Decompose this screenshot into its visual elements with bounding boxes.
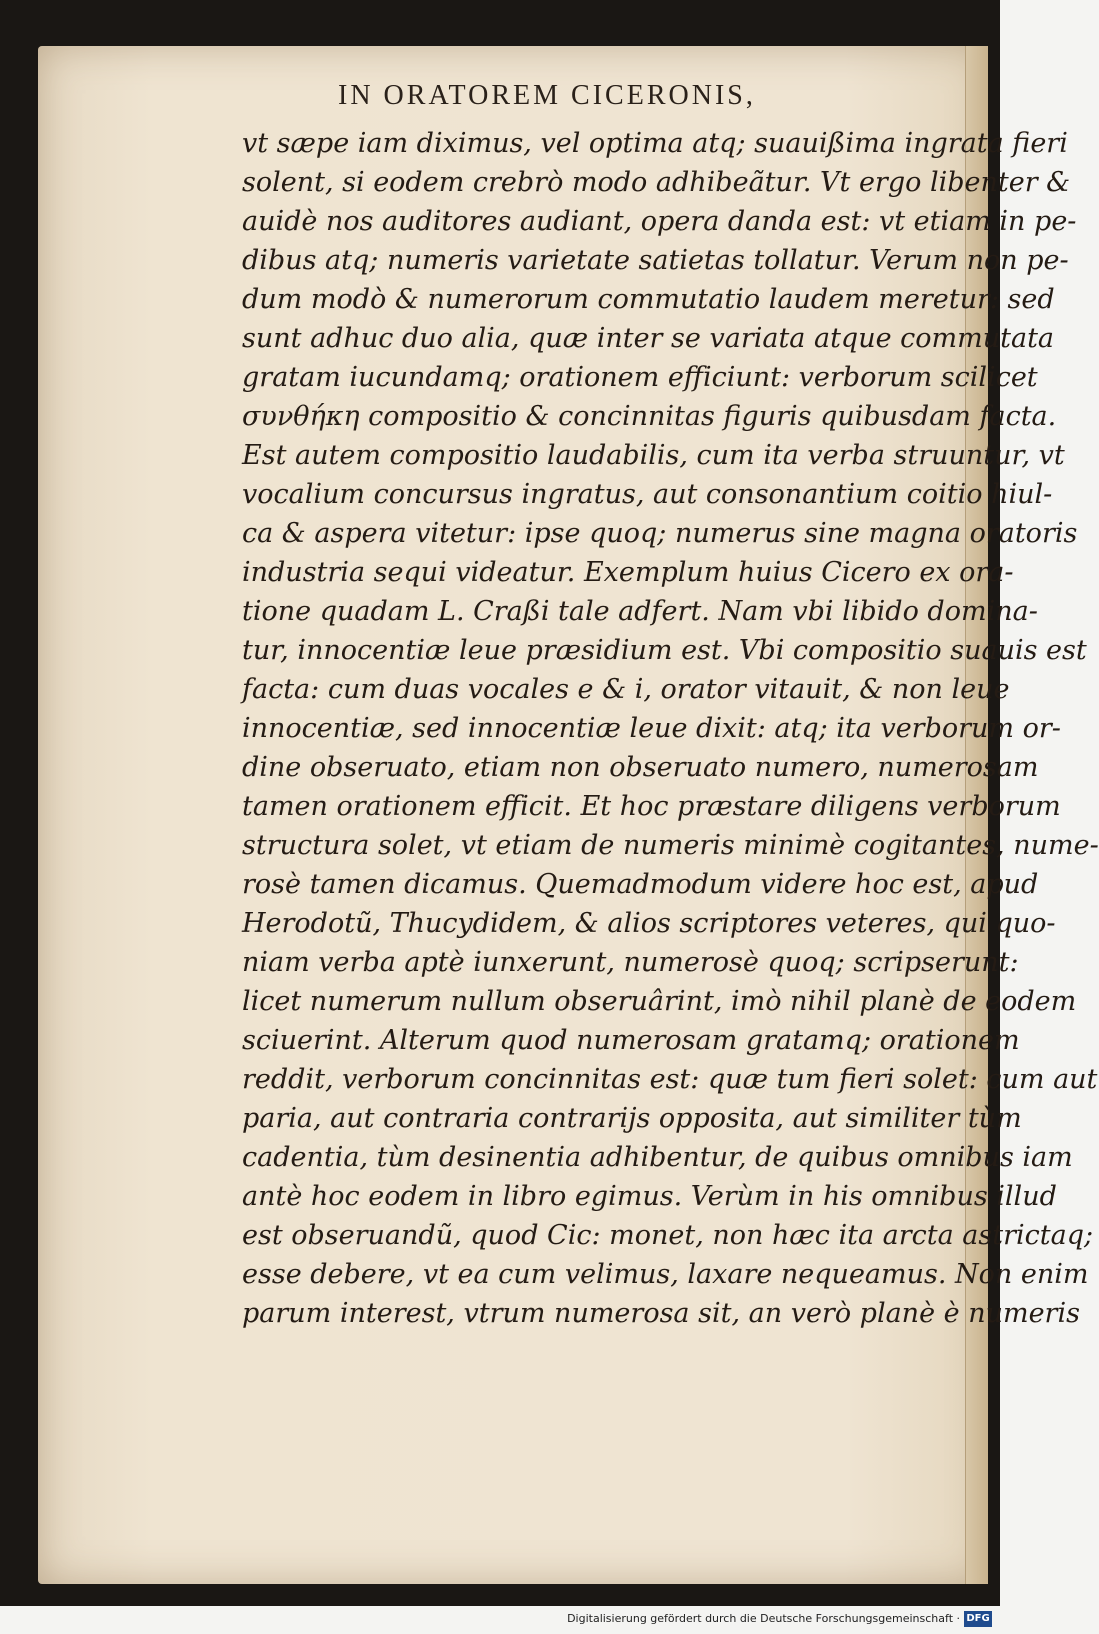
book-page [38, 46, 1099, 1584]
text-line: parum interest, vtrum numerosa sit, an verò planè è numeris [242, 1298, 1080, 1329]
text-line: vocalium concursus ingratus, aut consonantium coitio hiul- [242, 479, 1053, 510]
text-line: tione quadam L. Craßi tale adfert. Nam vbi libido domina- [242, 596, 1038, 627]
text-line: est obseruandũ, quod Cic: monet, non hæc ita arcta astrictaq; [242, 1220, 1094, 1251]
text-line: sunt adhuc duo alia, quæ inter se variata atque commutata [242, 323, 1055, 354]
text-line: rosè tamen dicamus. Quemadmodum videre hoc est, apud [242, 869, 1039, 900]
text-line: esse debere, vt ea cum velimus, laxare nequeamus. Non enim [242, 1259, 1089, 1290]
text-line: solent, si eodem crebrò modo adhibeãtur. Vt ergo libenter & [242, 167, 1071, 198]
text-line: dibus atq; numeris varietate satietas tollatur. Verum non pe- [242, 245, 1069, 276]
text-line: industria sequi videatur. Exemplum huius Cicero ex ora- [242, 557, 1014, 588]
text-line: συνθήκη compositio & concinnitas figuris quibusdam facta. [242, 401, 1057, 432]
text-line: facta: cum duas vocales e & i, orator vitauit, & non leue [242, 674, 1010, 705]
text-line: vt sæpe iam diximus, vel optima atq; suauißima ingrata fieri [242, 128, 1068, 159]
text-line: dine obseruato, etiam non obseruato numero, numerosam [242, 752, 1039, 783]
text-line: reddit, verborum concinnitas est: quæ tum fieri solet: cum aut [242, 1064, 1098, 1095]
running-head: IN ORATOREM CICERONIS, [338, 80, 756, 111]
text-line: gratam iucundamq; orationem efficiunt: verborum scilicet [242, 362, 1038, 393]
text-line: auidè nos auditores audiant, opera danda est: vt etiam in pe- [242, 206, 1077, 237]
text-line: Est autem compositio laudabilis, cum ita verba struuntur, vt [242, 440, 1065, 471]
text-line: niam verba aptè iunxerunt, numerosè quoq; scripserunt: [242, 947, 1019, 978]
text-line: dum modò & numerorum commutatio laudem meretur: sed [242, 284, 1055, 315]
text-line: licet numerum nullum obseruârint, imò nihil planè de eodem [242, 986, 1077, 1017]
text-line: cadentia, tùm desinentia adhibentur, de quibus omnibus iam [242, 1142, 1073, 1173]
text-line: tur, innocentiæ leue præsidium est. Vbi compositio suauis est [242, 635, 1087, 666]
text-line: structura solet, vt etiam de numeris minimè cogitantes, nume- [242, 830, 1099, 861]
footer-bar [0, 1606, 1000, 1634]
text-line: tamen orationem efficit. Et hoc præstare diligens verborum [242, 791, 1061, 822]
body-text [242, 124, 1099, 1333]
dfg-logo: DFG [964, 1611, 992, 1627]
text-line: paria, aut contraria contrarijs opposita, aut similiter tùm [242, 1103, 1022, 1134]
text-line: ca & aspera vitetur: ipse quoq; numerus sine magna oratoris [242, 518, 1078, 549]
text-line: innocentiæ, sed innocentiæ leue dixit: atq; ita verborum or- [242, 713, 1061, 744]
footer-credit: Digitalisierung gefördert durch die Deutsche Forschungsgemeinschaft · [567, 1612, 960, 1625]
text-line: sciuerint. Alterum quod numerosam gratamq; orationem [242, 1025, 1020, 1056]
text-line: Herodotũ, Thucydidem, & alios scriptores veteres, qui quo- [242, 908, 1056, 939]
text-line: antè hoc eodem in libro egimus. Verùm in his omnibus illud [242, 1181, 1057, 1212]
